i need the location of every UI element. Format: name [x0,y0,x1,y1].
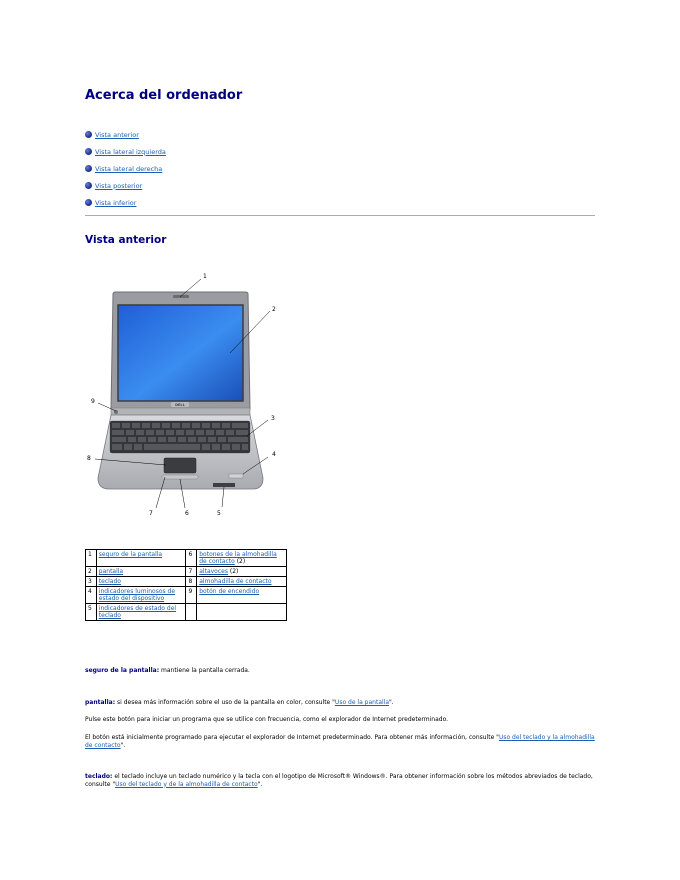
toc-item [85,160,166,177]
callout-7: 7 [149,510,153,517]
bullet-icon [85,182,92,189]
legend-link-keyboard-status-lights[interactable]: indicadores de estado del teclado [98,605,177,619]
table-row [86,577,287,587]
callout-5: 5 [217,510,221,517]
legend-number: 3 [86,577,97,587]
section-title: Vista anterior [85,234,167,246]
legend-number [186,604,197,621]
table-row [86,604,287,621]
page-title: Acerca del ordenador [85,88,243,103]
toc-item [85,143,166,160]
paragraph-button-programmed: El botón está inicialmente programado para ejecutar el explorador de Internet predeterminado. Para obtener más información, consulte "Uso del teclado y la almohadilla de contacto". [85,734,595,749]
paragraph-button-info: Pulse este botón para iniciar un programa que se utilice con frecuencia, como el explorador de Internet predeterminado. [85,716,449,723]
callout-3: 3 [271,415,275,422]
bullet-icon [85,165,92,172]
term: pantalla: [85,699,116,706]
paragraph-display-latch: seguro de la pantalla: mantiene la pantalla cerrada. [85,667,250,674]
toc-link-left-view[interactable]: Vista lateral izquierda [95,147,166,156]
paragraph-keyboard: teclado: el teclado incluye un teclado numérico y la tecla con el logotipo de Microsoft® Windows®. Para obtener información sobre los métodos abreviados de teclado, consulte "Uso del teclado y de la almohadilla de contacto". [85,773,593,788]
legend-suffix: (2) [234,558,246,565]
callout-2: 2 [272,306,276,313]
table-row [86,567,287,577]
callout-6: 6 [185,510,189,517]
legend-link-speakers[interactable]: altavoces [199,568,228,575]
bullet-icon [85,131,92,138]
bullet-icon [85,148,92,155]
toc-item [85,177,166,194]
legend-number: 6 [186,550,197,567]
legend-number: 9 [186,587,197,604]
legend-number: 2 [86,567,97,577]
display-latch [173,295,189,298]
legend-number: 8 [186,577,197,587]
legend-link-touchpad-buttons[interactable]: botones de la almohadilla de contacto [199,551,277,565]
legend-number: 4 [86,587,97,604]
touchpad-buttons [162,475,198,479]
legend-link-display-latch[interactable]: seguro de la pantalla [98,551,163,558]
legend-suffix: (2) [227,568,239,575]
link-keyboard-touchpad-usage[interactable]: Uso del teclado y de la almohadilla de contacto [115,780,258,788]
device-status-lights [229,474,243,478]
laptop-front-view-figure [85,268,285,520]
term: teclado: [85,773,113,780]
term: seguro de la pantalla: [85,667,160,674]
table-row [86,550,287,567]
callout-9: 9 [91,398,95,405]
toc-link-front-view[interactable]: Vista anterior [95,130,139,139]
toc-link-right-view[interactable]: Vista lateral derecha [95,164,163,173]
legend-link-display[interactable]: pantalla [98,568,124,575]
paragraph-display: pantalla: si desea más información sobre el uso de la pantalla en color, consulte "Uso de la pantalla". [85,699,394,706]
table-of-contents [85,126,166,211]
keyboard-status-lights [213,483,235,487]
touchpad [164,458,196,473]
laptop-screen [118,305,243,401]
legend-link-power-button[interactable]: botón de encendido [199,588,260,595]
table-row [86,587,287,604]
legend-link-keyboard[interactable]: teclado [98,578,121,585]
toc-link-bottom-view[interactable]: Vista inferior [95,198,137,207]
section-divider [85,215,595,216]
callout-8: 8 [87,455,91,462]
dell-logo: DELL [175,403,185,407]
legend-link-touchpad[interactable]: almohadilla de contacto [199,578,272,585]
link-using-display[interactable]: Uso de la pantalla [334,699,390,706]
bullet-icon [85,199,92,206]
callout-1: 1 [203,273,207,280]
toc-item [85,194,166,211]
link-keyboard-touchpad[interactable]: Uso del teclado y la almohadilla de contacto [85,734,595,749]
toc-item [85,126,166,143]
callout-legend-table [85,549,287,621]
legend-number: 7 [186,567,197,577]
callout-4: 4 [272,451,276,458]
hinge-bar [111,408,250,415]
legend-link-device-status-lights[interactable]: indicadores luminosos de estado del dispositivo [98,588,176,602]
legend-number: 1 [86,550,97,567]
legend-number: 5 [86,604,97,621]
toc-link-back-view[interactable]: Vista posterior [95,181,143,190]
